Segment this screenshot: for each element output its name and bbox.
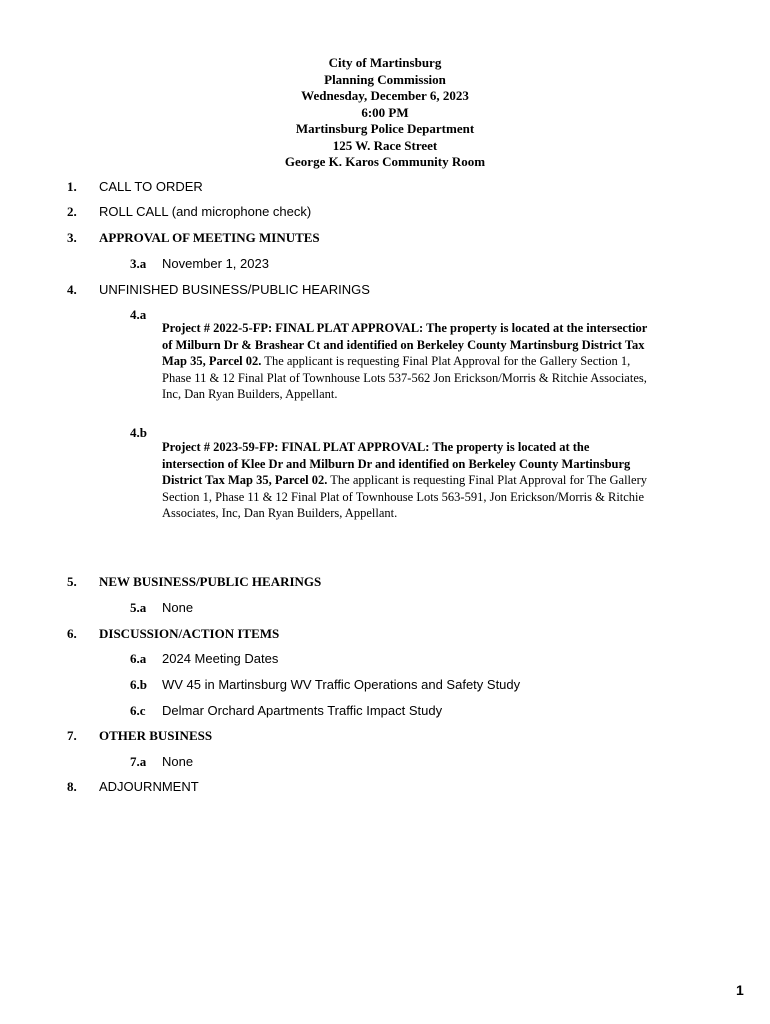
subitem-6b-number: 6.b [130,677,147,692]
subitem-4b-line4: Section 1, Phase 11 & 12 Final Plat of Townhouse Lots 563-591, Jon Erickson/Morris & Ritchie [162,489,645,504]
subitem-5a-text: None [162,600,194,615]
header-body: Planning Commission [324,71,446,87]
subitem-7a-number: 7.a [130,754,147,769]
subitem-6a-text: 2024 Meeting Dates [162,651,279,666]
item-4-title: UNFINISHED BUSINESS/PUBLIC HEARINGS [99,282,370,297]
subitem-4a-number: 4.a [130,307,147,322]
subitem-4a-line4: Phase 11 & 12 Final Plat of Townhouse Lots 537-562 Jon Erickson/Morris & Ritchie Associates, [162,370,647,385]
subitem-4b-line2: intersection of Klee Dr and Milburn Dr and identified on Berkeley County Martinsburg [162,456,631,471]
subitem-3a-text: November 1, 2023 [162,256,269,271]
header-room: George K. Karos Community Room [284,154,486,169]
header-location: Martinsburg Police Department [295,121,475,136]
subitem-4a-line3-bold: Map 35, Parcel 02. [162,354,262,369]
subitem-4a-line1: Project # 2022-5-FP: FINAL PLAT APPROVAL: The property is located at the intersectior [162,321,648,335]
subitem-4b-line5: Associates, Inc, Dan Ryan Builders, Appellant. [162,506,398,521]
item-3-number: 3. [67,230,77,245]
subitem-6b-text: WV 45 in Martinsburg WV Traffic Operations and Safety Study [162,677,521,692]
header-address: 125 W. Race Street [332,137,438,153]
item-1-number: 1. [67,179,77,194]
item-6-title: DISCUSSION/ACTION ITEMS [99,626,280,641]
subitem-7a-text: None [162,754,194,769]
page-number: 1 [736,982,744,998]
header-city: City of Martinsburg [328,55,442,70]
subitem-4a-line2: of Milburn Dr & Brashear Ct and identified on Berkeley County Martinsburg District Tax [162,337,645,352]
subitem-4a-description [162,320,710,403]
header-time: 6:00 PM [361,104,409,120]
subitem-4a-line3: The applicant is requesting Final Plat Approval for the Gallery Section 1, [261,354,631,369]
item-7-title: OTHER BUSINESS [99,728,213,743]
item-5-title: NEW BUSINESS/PUBLIC HEARINGS [99,574,322,589]
subitem-3a-number: 3.a [130,256,147,271]
header-date: Wednesday, December 6, 2023 [301,88,469,103]
agenda-header [0,55,770,171]
subitem-5a-number: 5.a [130,600,147,615]
subitem-4b-line3-bold: District Tax Map 35, Parcel 02. [162,473,328,488]
item-4-number: 4. [67,282,77,297]
item-3-title: APPROVAL OF MEETING MINUTES [99,230,320,245]
subitem-6c-number: 6.c [130,703,146,718]
subitem-4b-line3: The applicant is requesting Final Plat Approval for The Gallery [327,473,647,488]
subitem-4b-number: 4.b [130,425,147,440]
subitem-4b-description [162,439,710,522]
item-6-number: 6. [67,626,77,641]
item-1-title: CALL TO ORDER [99,179,203,194]
item-2-title: ROLL CALL (and microphone check) [99,204,312,219]
item-8-number: 8. [67,779,77,794]
subitem-4a-line5: Inc, Dan Ryan Builders, Appellant. [162,387,338,402]
subitem-4b-line1: Project # 2023-59-FP: FINAL PLAT APPROVAL: The property is located at the [162,440,590,454]
subitem-6a-number: 6.a [130,651,147,666]
subitem-6c-text: Delmar Orchard Apartments Traffic Impact Study [162,703,443,718]
item-2-number: 2. [67,204,77,219]
item-7-number: 7. [67,728,77,743]
item-8-title: ADJOURNMENT [99,779,199,794]
item-5-number: 5. [67,574,77,589]
